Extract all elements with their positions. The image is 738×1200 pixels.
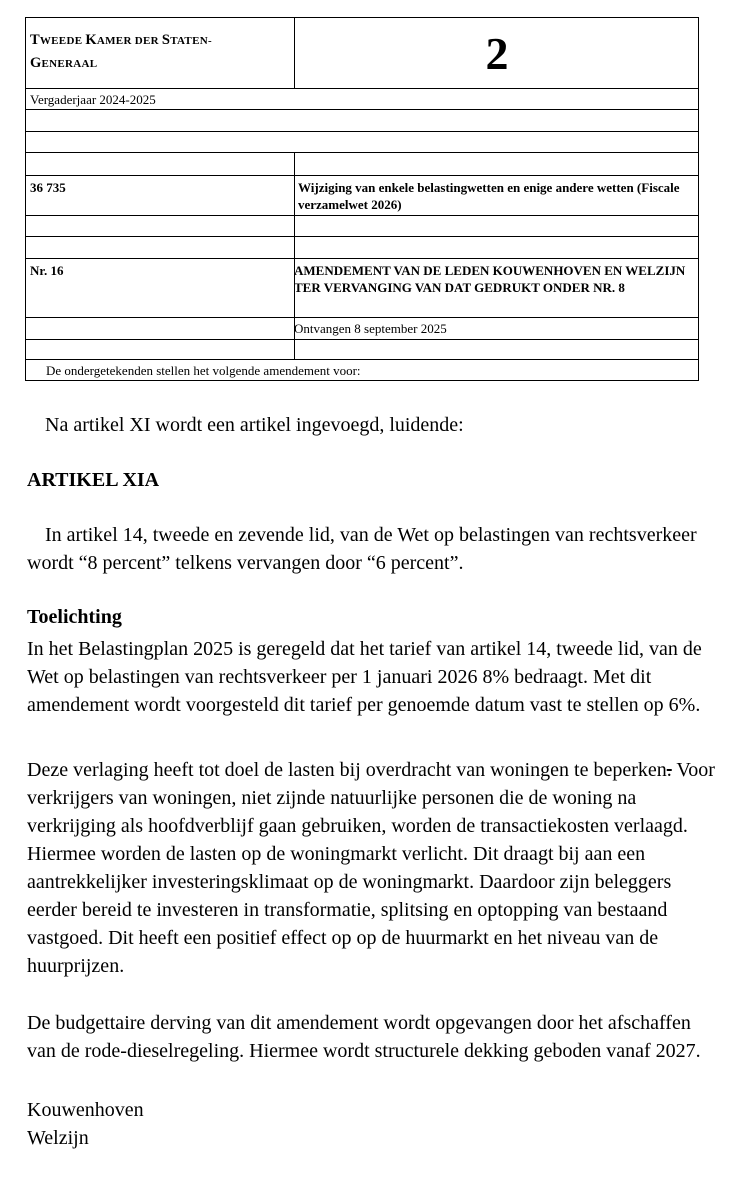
institution-name: TWEEDE KAMER DER STATEN- GENERAAL: [30, 32, 212, 71]
table-rule: [26, 258, 698, 259]
table-rule: [26, 175, 698, 176]
explanation-paragraph-2: Deze verlaging heeft tot doel de lasten bij overdracht van woningen te beperken. Voor verkrijgers van woningen, niet zijnde natuurlijke personen die de woning na verkrijging als hoofdverblijf gaan gebruiken, worden de transactiekosten verlaagd. Hiermee worden de lasten op de woningmarkt verlicht. Dit draagt bij aan een aantrekkelijker investeringsklimaat op de woningmarkt. Daardoor zijn beleggers eerder bereid te investeren in transformatie, splitsing en optopping van bestaand vastgoed. Dit heeft een positief effect op op de huurmarkt en het niveau van de huurprijzen.: [27, 759, 715, 977]
article-heading: ARTIKEL XIA: [27, 469, 160, 491]
proposal-intro: De ondergetekenden stellen het volgende amendement voor:: [46, 363, 361, 378]
document-header-table: [25, 17, 699, 381]
dossier-number: 36 735: [30, 180, 66, 195]
dossier-title: Wijziging van enkele belastingwetten en enige andere wetten (Fiscale verzamelwet 2026): [298, 180, 680, 212]
table-rule: [26, 317, 698, 318]
article-text: In artikel 14, tweede en zevende lid, van de Wet op belastingen van rechtsverkeer wordt “8 percent” telkens vervangen door “6 percent”.: [27, 524, 697, 574]
table-rule: [26, 109, 698, 110]
session-year: Vergaderjaar 2024-2025: [30, 92, 156, 107]
document-number: 2: [485, 28, 509, 79]
table-rule: [26, 152, 698, 153]
item-title: AMENDEMENT VAN DE LEDEN KOUWENHOVEN EN WELZIJN TER VERVANGING VAN DAT GEDRUKT ONDER NR. 8: [294, 263, 686, 295]
explanation-paragraph-3: De budgettaire derving van dit amendement wordt opgevangen door het afschaffen van de rode-dieselregeling. Hiermee wordt structurele dekking geboden vanaf 2027.: [27, 1012, 701, 1062]
table-rule: [26, 88, 698, 89]
struck-text: .: [666, 759, 672, 781]
table-divider: [294, 18, 295, 88]
explanation-paragraph-1: In het Belastingplan 2025 is geregeld dat het tarief van artikel 14, tweede lid, van de Wet op belastingen van rechtsverkeer per 1 januari 2026 8% bedraagt. Met dit amendement wordt voorgesteld dit tarief per genoemde datum vast te stellen op 6%.: [27, 638, 702, 716]
received-date: Ontvangen 8 september 2025: [294, 321, 447, 336]
table-rule: [26, 131, 698, 132]
signatory: Kouwenhoven: [27, 1099, 144, 1121]
table-rule: [26, 236, 698, 237]
explanation-heading: Toelichting: [27, 606, 122, 628]
intro-text: Na artikel XI wordt een artikel ingevoegd, luidende:: [45, 414, 464, 436]
table-rule: [26, 339, 698, 340]
signatory: Welzijn: [27, 1127, 89, 1149]
table-rule: [26, 215, 698, 216]
table-rule: [26, 359, 698, 360]
item-number: Nr. 16: [30, 263, 64, 278]
